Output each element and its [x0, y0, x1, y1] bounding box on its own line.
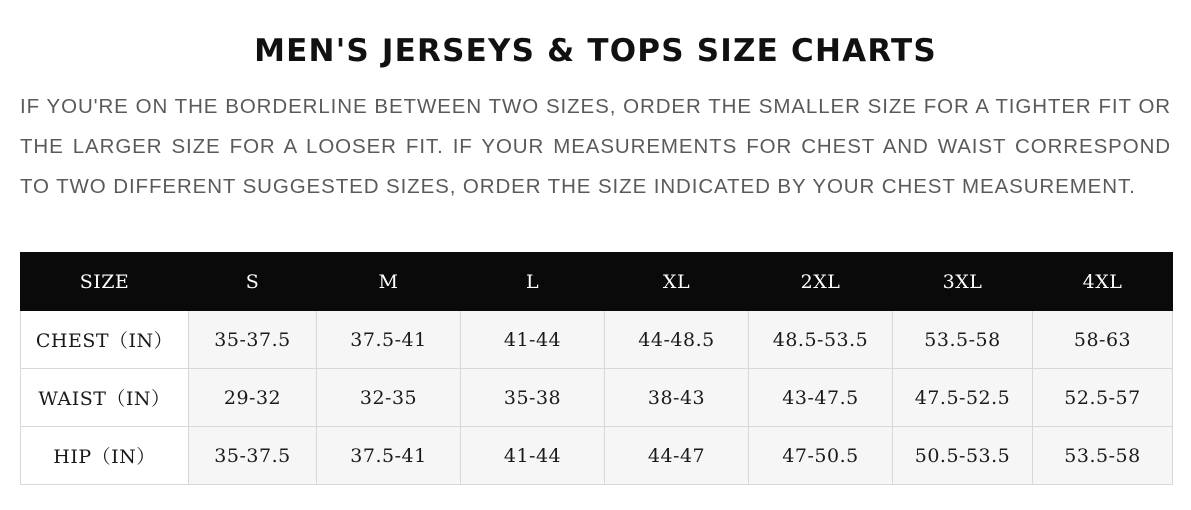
cell-hip-s: 35-37.5 — [189, 427, 317, 485]
cell-hip-l: 41-44 — [461, 427, 605, 485]
intro-paragraph: IF YOU'RE ON THE BORDERLINE BETWEEN TWO SIZES, ORDER THE SMALLER SIZE FOR A TIGHTER FIT OR THE LARGER SIZE FOR A LOOSER FIT. IF YOUR MEASUREMENTS FOR CHEST AND WAIST CORRESPOND TO TWO DIFFERENT SUGGESTED SIZES, ORDER THE SIZE INDICATED BY YOUR CHEST MEASUREMENT. — [20, 95, 1171, 198]
cell-chest-xl: 44-48.5 — [605, 311, 749, 369]
table-row — [21, 311, 1173, 369]
cell-waist-2xl: 43-47.5 — [749, 369, 893, 427]
table-row — [21, 427, 1173, 485]
cell-waist-xl: 38-43 — [605, 369, 749, 427]
page-title: MEN'S JERSEYS & TOPS SIZE CHARTS — [254, 33, 937, 69]
cell-hip-4xl: 53.5-58 — [1033, 427, 1173, 485]
cell-hip-xl: 44-47 — [605, 427, 749, 485]
row-label-waist: WAIST（IN） — [21, 369, 189, 427]
size-chart-table-wrapper — [20, 252, 1172, 485]
cell-chest-4xl: 58-63 — [1033, 311, 1173, 369]
row-label-hip: HIP（IN） — [21, 427, 189, 485]
cell-hip-m: 37.5-41 — [317, 427, 461, 485]
cell-chest-2xl: 48.5-53.5 — [749, 311, 893, 369]
table-row — [21, 369, 1173, 427]
cell-hip-3xl: 50.5-53.5 — [893, 427, 1033, 485]
table-body — [21, 311, 1173, 485]
column-header-size: SIZE — [21, 253, 189, 311]
column-header-2xl: 2XL — [749, 253, 893, 311]
cell-waist-m: 32-35 — [317, 369, 461, 427]
column-header-3xl: 3XL — [893, 253, 1033, 311]
cell-chest-3xl: 53.5-58 — [893, 311, 1033, 369]
column-header-l: L — [461, 253, 605, 311]
column-header-4xl: 4XL — [1033, 253, 1173, 311]
cell-chest-s: 35-37.5 — [189, 311, 317, 369]
cell-waist-l: 35-38 — [461, 369, 605, 427]
cell-chest-l: 41-44 — [461, 311, 605, 369]
size-chart-table — [20, 252, 1173, 485]
table-header — [21, 253, 1173, 311]
cell-waist-3xl: 47.5-52.5 — [893, 369, 1033, 427]
row-label-chest: CHEST（IN） — [21, 311, 189, 369]
table-header-row — [21, 253, 1173, 311]
column-header-s: S — [189, 253, 317, 311]
cell-waist-4xl: 52.5-57 — [1033, 369, 1173, 427]
cell-waist-s: 29-32 — [189, 369, 317, 427]
column-header-xl: XL — [605, 253, 749, 311]
column-header-m: M — [317, 253, 461, 311]
cell-chest-m: 37.5-41 — [317, 311, 461, 369]
cell-hip-2xl: 47-50.5 — [749, 427, 893, 485]
